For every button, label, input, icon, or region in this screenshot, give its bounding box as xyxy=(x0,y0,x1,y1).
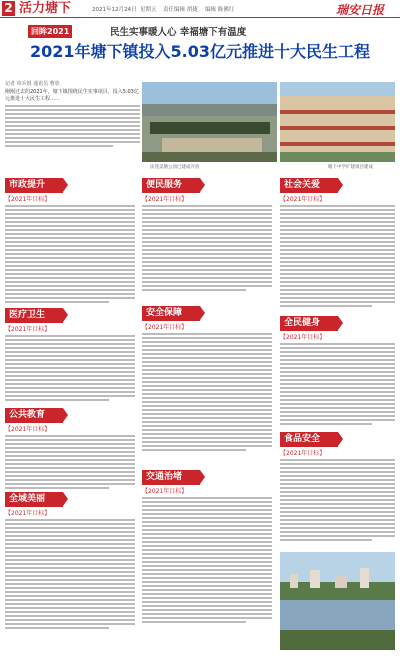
section-header-services: 便民服务 xyxy=(142,178,200,193)
paper-logo: 瑞安日报 xyxy=(336,3,385,17)
feature-banner xyxy=(0,20,400,76)
section-body-education xyxy=(5,426,135,491)
section-header-municipal: 市政提升 xyxy=(5,178,63,193)
issue-date: 2021年12月24日 xyxy=(92,7,137,13)
issue-weekday: 星期五 xyxy=(140,7,157,13)
section-body-fitness xyxy=(280,334,395,427)
section-body-care xyxy=(280,196,395,309)
byline: 记者 章兵锐 通讯员 曹欣 xyxy=(5,81,60,87)
section-header-medical: 医疗卫生 xyxy=(5,308,63,323)
section-body-services xyxy=(142,196,272,293)
headline-kicker: 民生实事暖人心 幸福塘下有温度 xyxy=(110,27,247,38)
section-header-traffic: 交通治堵 xyxy=(142,470,200,485)
lead-text: 刚刚过去的2021年，塘下镇围绕民生实事项目，投入5.03亿元推进十大民生工程…… xyxy=(5,89,139,102)
lead-paragraph xyxy=(5,89,140,149)
section-header-safety: 安全保障 xyxy=(142,306,200,321)
section-kicker-food-safety: 【2021年目标】 xyxy=(280,450,326,457)
photo-river xyxy=(280,552,395,650)
section-body-safety xyxy=(142,324,272,453)
section-body-municipal xyxy=(5,196,135,305)
section-header-fitness: 全民健身 xyxy=(280,316,338,331)
section-kicker-traffic: 【2021年目标】 xyxy=(142,488,188,495)
photo-school xyxy=(280,82,395,162)
section-kicker-safety: 【2021年目标】 xyxy=(142,324,188,331)
section-body-food-safety xyxy=(280,450,395,543)
school-photo-graphic xyxy=(280,82,395,162)
masthead-rule xyxy=(0,17,400,18)
section-kicker-care: 【2021年目标】 xyxy=(280,196,326,203)
recap-tag: 回眸2021 xyxy=(28,25,72,38)
section-header-care: 社会关爱 xyxy=(280,178,338,193)
photo-park-caption: 法苑美塘公园已建成开放 xyxy=(150,165,200,170)
section-kicker-medical: 【2021年目标】 xyxy=(5,326,51,333)
section-header-education: 公共教育 xyxy=(5,408,63,423)
masthead xyxy=(0,0,400,18)
section-header-beauty: 全域美丽 xyxy=(5,492,63,507)
page-designer: 编辑 陈佛红 xyxy=(205,7,235,13)
section-body-medical xyxy=(5,326,135,403)
responsible-editor: 责任编辑 胡捷 xyxy=(163,7,198,13)
river-photo-graphic xyxy=(280,552,395,650)
section-name: 活力塘下 xyxy=(19,1,72,16)
section-kicker-education: 【2021年目标】 xyxy=(5,426,51,433)
section-kicker-fitness: 【2021年目标】 xyxy=(280,334,326,341)
section-body-beauty xyxy=(5,510,135,631)
park-photo-graphic xyxy=(142,82,277,162)
section-header-food-safety: 食品安全 xyxy=(280,432,338,447)
section-kicker-services: 【2021年目标】 xyxy=(142,196,188,203)
headline: 2021年塘下镇投入5.03亿元推进十大民生工程 xyxy=(29,42,370,61)
section-kicker-municipal: 【2021年目标】 xyxy=(5,196,51,203)
section-kicker-beauty: 【2021年目标】 xyxy=(5,510,51,517)
section-body-traffic xyxy=(142,488,272,625)
photo-park xyxy=(142,82,277,162)
photo-school-caption: 塘下中学扩建项目建成 xyxy=(328,165,373,170)
page-number-badge: 2 xyxy=(2,1,15,16)
